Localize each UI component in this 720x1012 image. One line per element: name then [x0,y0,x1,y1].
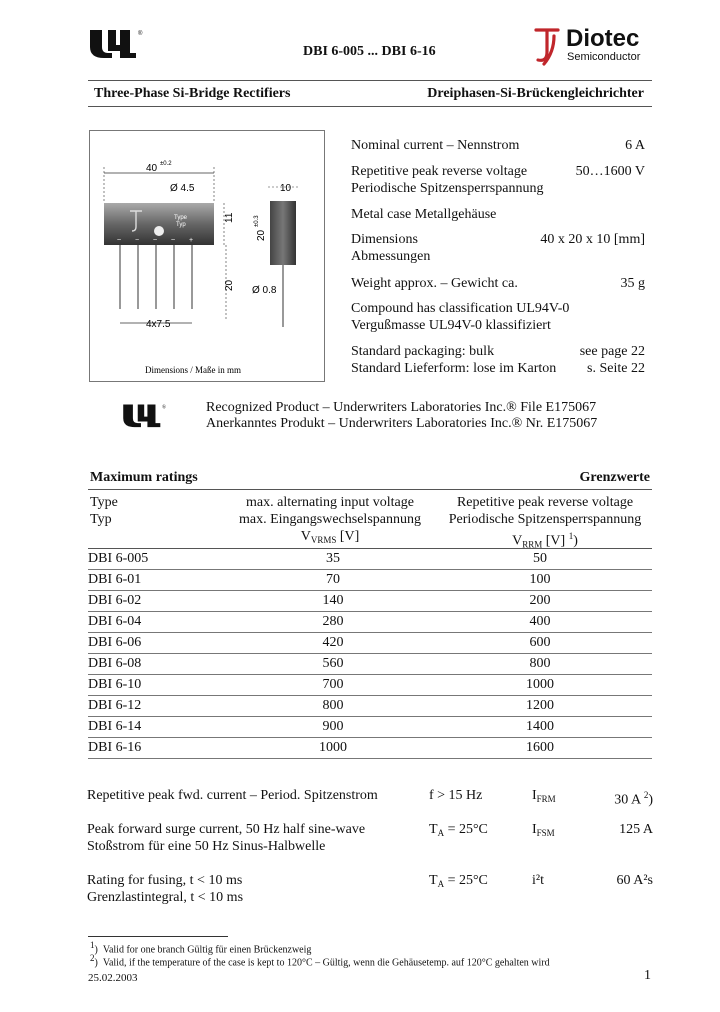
ratings-row [88,717,652,738]
ratings-type: DBI 6-12 [88,698,142,713]
ratings-vrms: 70 [326,572,340,587]
ratings-vrms: 35 [326,551,340,566]
spec-label-de: Vergußmasse UL94V-0 klassifiziert [351,318,551,333]
footnote: $^2$) Valid, if the temperature of the case is kept to 120°C – Gültig, wenn die Gehäusetemp. auf 120°C gehalten wird [90,953,550,969]
ratings-type: DBI 6-16 [88,740,142,755]
spec-label-de: Abmessungen [351,249,431,264]
ratings-vrrm: 50 [533,551,547,566]
ratings-row [88,549,652,570]
ratings-vrrm: 400 [529,614,551,629]
lead-label: Ø 0.8 [252,285,277,296]
param-desc: Repetitive peak fwd. current – Period. Spitzenstrom [87,788,378,803]
footnote-rule [88,936,228,937]
header-bottom-rule [88,106,652,107]
param-row [87,787,653,821]
col-vrrm-de: Periodische Spitzensperrspannung [448,512,642,527]
col-type-header [90,494,118,528]
terminal-sign: + [189,237,194,244]
param-desc: Peak forward surge current, 50 Hz half sine-wave [87,822,366,837]
param-value: 30 A $^2$) [614,790,653,808]
dim-40-label: 40 [146,163,158,174]
ul-line-1: Recognized Product – Underwriters Laboratories Inc.® File E175067 [206,400,597,415]
ratings-type: DBI 6-02 [88,593,142,608]
param-desc: Rating for fusing, t < 10 ms [87,873,243,888]
diotec-logo-icon [530,26,564,66]
footer-date: 25.02.2003 [88,972,138,984]
spec-label-de: Standard Lieferform: lose im Karton [351,361,557,376]
subtitle-de: Dreiphasen-Si-Brückengleichrichter [427,86,644,101]
ratings-vrrm: 200 [529,593,551,608]
ratings-vrms: 420 [322,635,344,650]
spec-value: 50…1600 V [575,164,645,179]
spec-row [351,206,645,223]
ratings-vrrm: 800 [529,656,551,671]
col-vrms-en: max. alternating input voltage [246,495,414,510]
spec-row [351,137,645,154]
spec-value: 35 g [620,276,645,291]
ul-logo-icon [86,27,148,59]
ratings-table [88,549,652,759]
page-title: DBI 6-005 ... DBI 6-16 [303,44,436,59]
spec-value: 40 x 20 x 10 [mm] [540,232,645,247]
param-row [87,872,653,906]
dim-20-label: 20 [256,229,267,241]
ratings-type: DBI 6-06 [88,635,142,650]
package-type-label: Type [174,215,188,221]
spec-label: Compound has classification UL94V-0 [351,301,570,316]
ratings-vrrm: 1200 [526,698,554,713]
col-vrrm-symbol: $V_{RRM}$ [V] $^1$) [512,531,578,550]
col-vrrm-en: Repetitive peak reverse voltage [456,495,634,510]
ratings-title-de: Grenzwerte [579,470,650,485]
ratings-vrms: 700 [322,677,344,692]
mounting-hole [154,226,164,236]
terminal-sign: − [135,237,140,244]
col-vrms-header [215,494,445,549]
ratings-top-rule [88,489,652,490]
footnote: $^1$) Valid for one branch Gültig für einen Brückenzweig [90,940,312,956]
dimension-drawing [89,130,325,382]
ratings-type: DBI 6-04 [88,614,142,629]
param-symbol: i²t [532,873,544,888]
ratings-row [88,612,652,633]
footer-page-number: 1 [644,968,651,983]
spec-label: Weight approx. – Gewicht ca. [351,276,518,291]
ratings-vrms: 900 [322,719,344,734]
ratings-row [88,591,652,612]
ratings-vrms: 560 [322,656,344,671]
svg-text:®: ® [138,31,143,37]
ratings-vrrm: 100 [529,572,551,587]
ratings-row [88,654,652,675]
param-desc-de: Stoßstrom für eine 50 Hz Sinus-Halbwelle [87,839,326,854]
col-vrms-symbol: $V_{VRMS}$ [V] [300,529,360,545]
ratings-vrrm: 1600 [526,740,554,755]
param-condition: $T_A = 25^\circ C$ [429,873,488,889]
spec-value: see page 22 [579,344,645,359]
dim-20-tol-label: ±0.3 [254,215,260,227]
package-side-view [270,201,296,265]
col-vrrm-header [430,494,660,554]
dim-20b-label: 20 [224,279,235,291]
spec-label: Nominal current – Nennstrom [351,138,520,153]
ratings-row [88,738,652,759]
param-condition: f > 15 Hz [429,788,483,803]
spec-row [351,343,645,377]
brand-name: Diotec [566,25,640,52]
hole-label: Ø 4.5 [170,183,195,194]
param-note: 2 [643,790,649,800]
ratings-row [88,675,652,696]
ratings-type: DBI 6-01 [88,572,142,587]
spec-label: Metal case Metallgehäuse [351,207,497,222]
ratings-row [88,633,652,654]
ul-line-2: Anerkanntes Produkt – Underwriters Laboratories Inc.® Nr. E175067 [206,416,598,431]
brand-subtitle: Semiconductor [567,51,641,63]
package-typ-label: Typ [176,222,186,228]
ratings-vrms: 1000 [319,740,347,755]
ratings-vrms: 800 [322,698,344,713]
param-condition: $T_A = 25^\circ C$ [429,822,488,838]
spec-label: Dimensions [351,232,418,247]
terminal-sign: ~ [153,237,158,244]
ratings-vrrm: 1400 [526,719,554,734]
ratings-row [88,696,652,717]
ratings-vrrm: 1000 [526,677,554,692]
spec-row [351,300,645,334]
col-vrms-de: max. Eingangswechselspannung [239,512,421,527]
ratings-vrms: 280 [322,614,344,629]
ratings-title-en: Maximum ratings [90,470,198,485]
ul-small-logo-icon [120,402,170,428]
param-value: 125 A [619,822,653,837]
terminal-sign: ~ [171,237,176,244]
spec-value: 6 A [625,138,645,153]
dim-11-label: 11 [224,212,235,223]
spec-row [351,163,645,197]
param-symbol: $I_{FRM}$ [532,788,556,804]
terminal-sign: ~ [117,237,122,244]
col-type-en: Type [90,495,118,510]
ratings-vrms: 140 [322,593,344,608]
spec-row [351,275,645,292]
col-type-de: Typ [90,512,112,527]
header-top-rule [88,80,652,81]
svg-text:®: ® [161,404,167,411]
pitch-label: 4x7.5 [146,319,171,330]
ratings-type: DBI 6-10 [88,677,142,692]
ratings-vrrm: 600 [529,635,551,650]
spec-label-de: Periodische Spitzensperrspannung [351,181,544,196]
param-symbol: $I_{FSM}$ [532,822,555,838]
ratings-type: DBI 6-14 [88,719,142,734]
param-row [87,821,653,855]
param-desc-de: Grenzlastintegral, t < 10 ms [87,890,244,905]
dim-40-tol-label: ±0.2 [160,161,172,167]
ratings-row [88,570,652,591]
dim-10-label: 10 [280,183,292,194]
param-value: 60 A²s [616,873,653,888]
spec-label: Standard packaging: bulk [351,344,495,359]
subtitle-en: Three-Phase Si-Bridge Rectifiers [94,86,291,101]
ratings-type: DBI 6-005 [88,551,149,566]
spec-row [351,231,645,265]
ratings-type: DBI 6-08 [88,656,142,671]
spec-label: Repetitive peak reverse voltage [351,164,528,179]
drawing-caption: Dimensions / Maße in mm [145,365,241,375]
spec-value-de: s. Seite 22 [587,361,645,376]
